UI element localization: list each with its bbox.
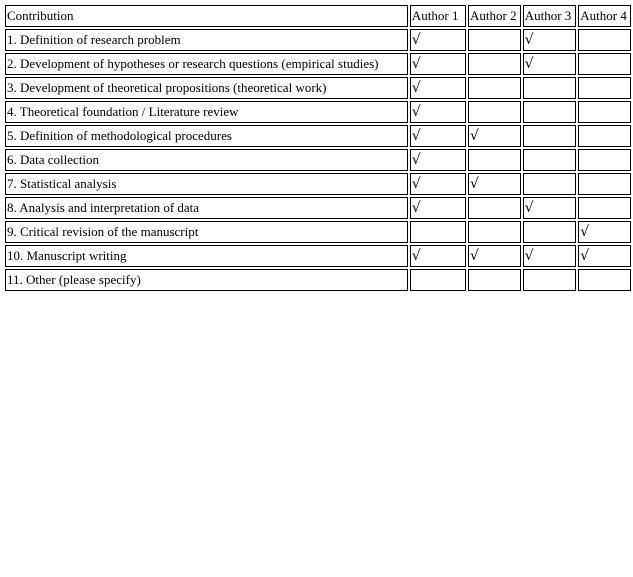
check-cell-author-3 (523, 125, 577, 147)
table-body (5, 5, 631, 291)
check-cell-author-4 (578, 149, 631, 171)
check-cell-author-4: √ (578, 221, 631, 243)
check-cell-author-3 (523, 221, 577, 243)
check-cell-author-4 (578, 101, 631, 123)
check-cell-author-2 (468, 221, 521, 243)
check-cell-author-3 (523, 173, 577, 195)
check-cell-author-2 (468, 197, 521, 219)
header-author-3: Author 3 (523, 5, 577, 27)
check-cell-author-2: √ (468, 125, 521, 147)
check-cell-author-2: √ (468, 173, 521, 195)
check-cell-author-1 (410, 269, 466, 291)
check-cell-author-3 (523, 269, 577, 291)
check-cell-author-1: √ (410, 53, 466, 75)
check-cell-author-4 (578, 125, 631, 147)
row-label: 1. Definition of research problem (5, 29, 408, 51)
check-cell-author-4 (578, 77, 631, 99)
row-label: 11. Other (please specify) (5, 269, 408, 291)
row-label: 4. Theoretical foundation / Literature review (5, 101, 408, 123)
check-cell-author-4 (578, 197, 631, 219)
row-label: 8. Analysis and interpretation of data (5, 197, 408, 219)
check-cell-author-3: √ (523, 197, 577, 219)
check-cell-author-1: √ (410, 197, 466, 219)
check-cell-author-3 (523, 77, 577, 99)
row-label: 3. Development of theoretical propositions (theoretical work) (5, 77, 408, 99)
row-label: 5. Definition of methodological procedures (5, 125, 408, 147)
check-cell-author-4 (578, 29, 631, 51)
table-row (5, 149, 631, 171)
check-cell-author-2 (468, 149, 521, 171)
row-label: 2. Development of hypotheses or research questions (empirical studies) (5, 53, 408, 75)
header-contribution: Contribution (5, 5, 408, 27)
table-row (5, 197, 631, 219)
check-cell-author-2 (468, 53, 521, 75)
table-row (5, 245, 631, 267)
check-cell-author-1: √ (410, 125, 466, 147)
row-label: 10. Manuscript writing (5, 245, 408, 267)
row-label: 9. Critical revision of the manuscript (5, 221, 408, 243)
table-row (5, 53, 631, 75)
check-cell-author-1: √ (410, 173, 466, 195)
header-author-1: Author 1 (410, 5, 466, 27)
check-cell-author-1: √ (410, 149, 466, 171)
check-cell-author-1: √ (410, 101, 466, 123)
check-cell-author-4 (578, 269, 631, 291)
table-row (5, 173, 631, 195)
header-row (5, 5, 631, 27)
check-cell-author-2 (468, 29, 521, 51)
check-cell-author-3 (523, 149, 577, 171)
header-author-4: Author 4 (578, 5, 631, 27)
check-cell-author-2: √ (468, 245, 521, 267)
table-row (5, 125, 631, 147)
check-cell-author-3: √ (523, 29, 577, 51)
table-row (5, 77, 631, 99)
check-cell-author-4 (578, 53, 631, 75)
row-label: 6. Data collection (5, 149, 408, 171)
check-cell-author-4 (578, 173, 631, 195)
check-cell-author-2 (468, 77, 521, 99)
check-cell-author-3: √ (523, 245, 577, 267)
author-contribution-table (3, 3, 633, 293)
check-cell-author-2 (468, 269, 521, 291)
check-cell-author-1: √ (410, 245, 466, 267)
row-label: 7. Statistical analysis (5, 173, 408, 195)
check-cell-author-4: √ (578, 245, 631, 267)
check-cell-author-1 (410, 221, 466, 243)
check-cell-author-3: √ (523, 53, 577, 75)
check-cell-author-3 (523, 101, 577, 123)
table-row (5, 101, 631, 123)
table-row (5, 29, 631, 51)
check-cell-author-2 (468, 101, 521, 123)
header-author-2: Author 2 (468, 5, 521, 27)
check-cell-author-1: √ (410, 29, 466, 51)
check-cell-author-1: √ (410, 77, 466, 99)
table-row (5, 269, 631, 291)
table-row (5, 221, 631, 243)
